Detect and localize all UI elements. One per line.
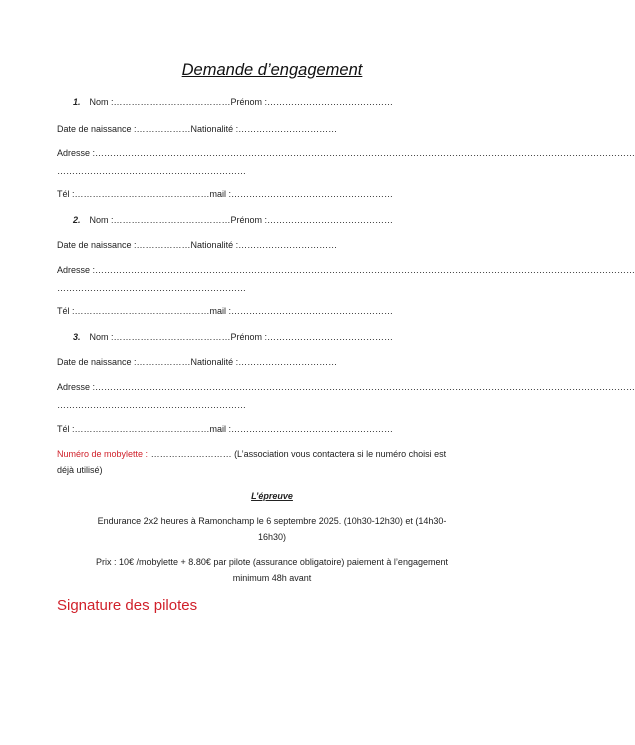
pilot-1-address-line-2: ……………………………………………………… [57, 166, 246, 176]
pilot-2-number: 2. [73, 215, 81, 225]
pilot-3-address-line-2: ……………………………………………………… [57, 400, 246, 410]
pilot-1-contact-line: Tél :………………………………………mail :……………………………………………… [57, 189, 394, 199]
pilot-3-number: 3. [73, 332, 81, 342]
signature-heading: Signature des pilotes [57, 597, 198, 614]
form-title: Demande d’engagement [181, 61, 363, 79]
epreuve-heading-block [40, 488, 504, 504]
price-line-2: minimum 48h avant [232, 573, 312, 583]
pilot-1-name-text: Nom :…………………………………Prénom :…………………………………… [89, 97, 394, 107]
pilot-1-address-line: Adresse :……………………………………………………………………………………………………………………………………………………………… [57, 148, 635, 158]
mobylette-number-line [57, 449, 446, 459]
pilot-2-birth-line: Date de naissance :………………Nationalité :…………………………… [57, 240, 338, 250]
pilot-3-name-text: Nom :…………………………………Prénom :…………………………………… [89, 332, 394, 342]
pilot-1-birth-line: Date de naissance :………………Nationalité :…………………………… [57, 124, 338, 134]
pilot-2-contact-line: Tél :………………………………………mail :……………………………………………… [57, 306, 394, 316]
pilot-1-name-line [73, 97, 393, 107]
pilot-2-name-line [73, 215, 393, 225]
mobylette-number-label: Numéro de mobylette : [57, 449, 149, 459]
pilot-2-address-line-2: ……………………………………………………… [57, 283, 246, 293]
pilot-2-name-text: Nom :…………………………………Prénom :…………………………………… [89, 215, 394, 225]
pilot-1-number: 1. [73, 97, 81, 107]
mobylette-number-line-2: déjà utilisé) [57, 465, 103, 475]
price-line-1: Prix : 10€ /mobylette + 8.80€ par pilote (assurance obligatoire) paiement à l’engagement [96, 557, 448, 567]
price-block [40, 554, 504, 586]
epreuve-line-1: Endurance 2x2 heures à Ramonchamp le 6 septembre 2025. (10h30-12h30) et (14h30- [97, 516, 447, 526]
epreuve-heading: L’épreuve [251, 491, 293, 501]
mobylette-number-text: ……………………… (L’association vous contactera si le numéro choisi est [150, 449, 447, 459]
pilot-3-address-line: Adresse :……………………………………………………………………………………………………………………………………………………………… [57, 382, 635, 392]
epreuve-description [40, 513, 504, 545]
pilot-3-name-line [73, 332, 393, 342]
pilot-3-contact-line: Tél :………………………………………mail :……………………………………………… [57, 424, 394, 434]
epreuve-line-2: 16h30) [257, 532, 287, 542]
pilot-3-birth-line: Date de naissance :………………Nationalité :…………………………… [57, 357, 338, 367]
pilot-2-address-line: Adresse :……………………………………………………………………………………………………………………………………………………………… [57, 265, 635, 275]
